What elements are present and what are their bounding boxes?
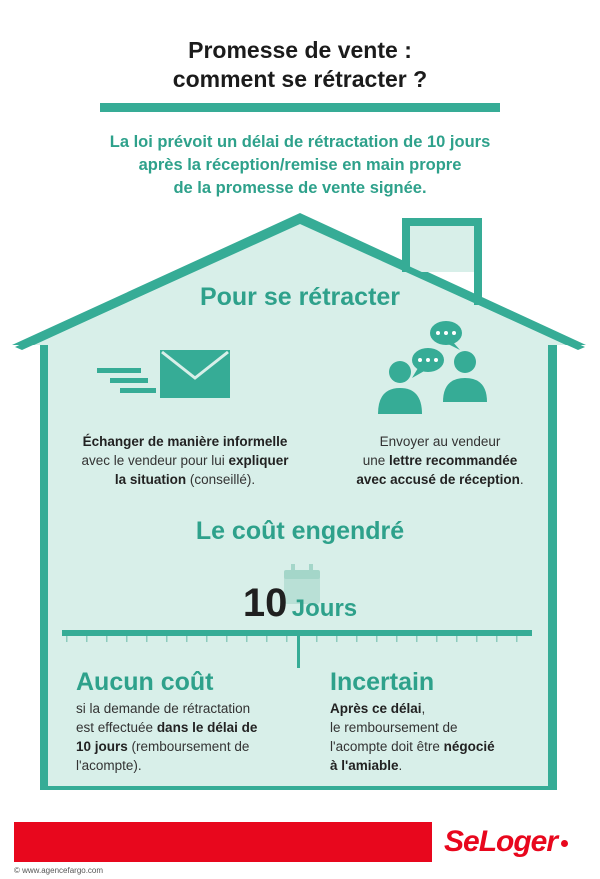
section-heading-retracter: Pour se rétracter	[199, 283, 401, 311]
option-letter-text-2: une	[362, 453, 389, 468]
seloger-logo-text: SeLoger	[444, 825, 558, 858]
option-informal-text-1: avec le vendeur pour lui	[81, 453, 229, 468]
cost-uncertain-text-3: l'acompte doit être	[330, 739, 444, 754]
option-letter-text-1: Envoyer au vendeur	[379, 434, 501, 449]
cost-uncertain-bold-3: à l'amiable	[330, 758, 399, 773]
title-line-2: comment se rétracter ?	[172, 66, 428, 92]
cost-none-text	[76, 699, 296, 775]
cost-none-block	[76, 668, 296, 775]
cost-uncertain-text	[330, 699, 540, 775]
delay-days-unit: Jours	[291, 595, 358, 622]
cost-uncertain-heading: Incertain	[330, 668, 435, 696]
seloger-logo	[432, 822, 600, 862]
option-informal-bold-1: Échanger de manière informelle	[82, 434, 288, 449]
option-informal-bold-2: expliquer	[228, 453, 289, 468]
cost-uncertain-bold-1: Après ce délai	[330, 701, 422, 716]
option-letter-bold-2: avec accusé de réception	[356, 472, 520, 487]
credit-text: © www.agencefargo.com	[14, 866, 104, 875]
option-letter-bold-1: lettre recommandée	[388, 453, 518, 468]
delay-days	[0, 581, 600, 626]
cost-none-bold-2: 10 jours	[76, 739, 128, 754]
cost-uncertain-text-1: ,	[421, 701, 426, 716]
cost-uncertain-block	[330, 668, 540, 775]
intro-line-2: après la réception/remise en main propre	[138, 156, 462, 174]
option-informal-bold-3: la situation	[114, 472, 187, 487]
cost-none-text-1: si la demande de rétractation	[76, 701, 251, 716]
cost-none-text-4: l'acompte).	[76, 758, 142, 773]
section-heading-cout: Le coût engendré	[195, 517, 405, 545]
cost-none-bold-1: dans le délai de	[156, 720, 258, 735]
cost-none-text-2: est effectuée	[76, 720, 157, 735]
delay-days-number: 10	[242, 581, 288, 625]
cost-none-heading: Aucun coût	[76, 668, 214, 696]
chimney	[406, 222, 478, 272]
intro-line-3: de la promesse de vente signée.	[173, 179, 427, 197]
title-line-1: Promesse de vente :	[188, 37, 412, 63]
option-informal-text	[60, 432, 310, 489]
logo-dot-icon	[561, 840, 568, 847]
cost-none-text-3: (remboursement de	[127, 739, 250, 754]
intro-line-1: La loi prévoit un délai de rétractation de 10 jours	[109, 133, 491, 151]
option-letter-text-3: .	[519, 472, 524, 487]
timeline-bar	[62, 630, 532, 636]
cost-uncertain-bold-2: négocié	[443, 739, 495, 754]
cost-uncertain-text-4: .	[398, 758, 403, 773]
option-informal-text-2: (conseillé).	[186, 472, 256, 487]
cost-uncertain-text-2: le remboursement de	[330, 720, 458, 735]
option-letter-text	[320, 432, 560, 489]
